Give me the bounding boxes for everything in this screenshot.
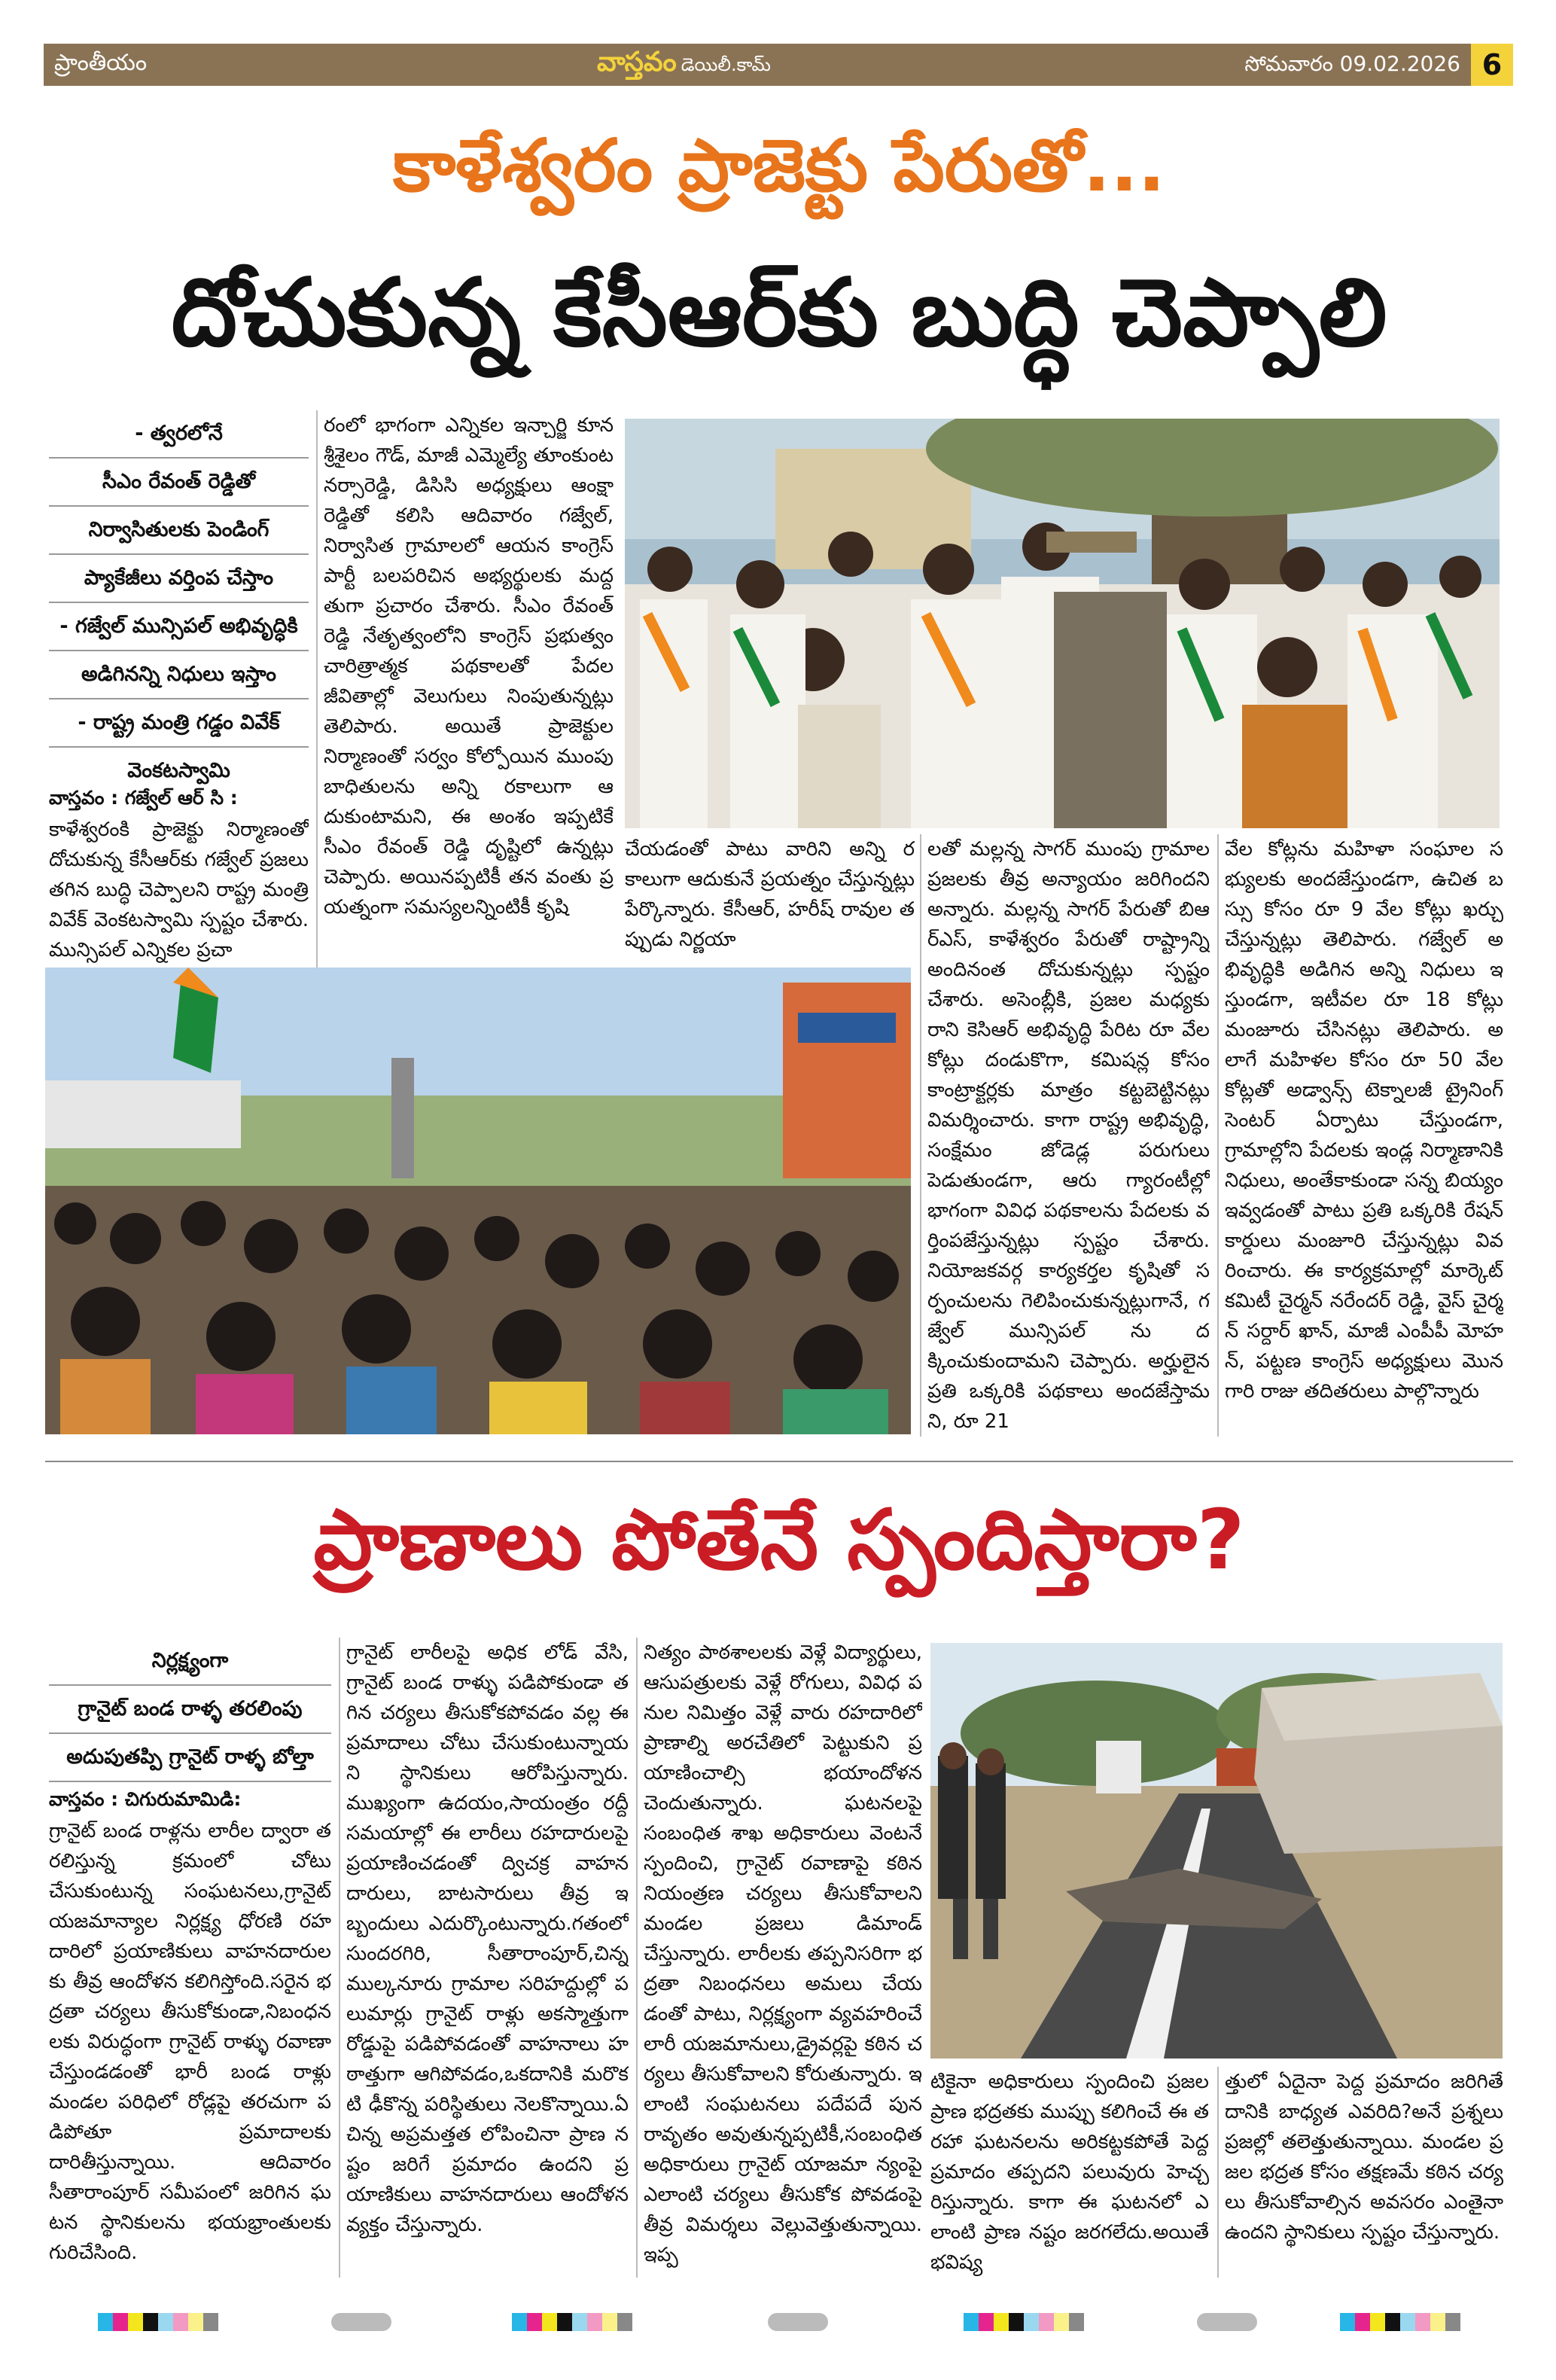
story1-column-4: లతో మల్లన్న సాగర్ ముంపు గ్రామాల ప్రజలకు తీవ్ర అన్యాయం జరిగిందని అన్నారు. మల్లన్న సాగర్ పేరుతో బిఆర్ఎస్, కాళేశ్వరం పేరుతో రాష్ట్రాన్ని అందినంత దోచుకున్నట్లు స్పష్టం చేశారు. అసెంబ్లీకి, ప్రజల మధ్యకు రాని కెసిఆర్ అభివృద్ధి పేరిట రూ వేల కోట్లు దండుకొగా, కమిషన్ల కోసం కాంట్రాక్టర్లకు మాత్రం కట్టబెట్టినట్లు విమర్శించారు. కాగా రాష్ట్ర అభివృద్ధి, సంక్షేమం జోడెడ్ల పరుగులు పెడుతుండగా, ఆరు గ్యారంటీల్లో భాగంగా వివిధ పథకాలను పేదలకు వర్తింపజేస్తున్నట్లు స్పష్టం చేశారు. నియోజకవర్గ కార్యకర్తల కృషితో సర్పంచులను గెలిపించుకున్నట్లుగానే, గజ్వేల్ మున్సిపల్ ను దక్కించుకుందామని చెప్పారు. అర్హులైన ప్రతి ఒక్కరికి పథకాలు అందజేస్తామని, రూ 21 — [927, 838, 1210, 1433]
subhead-line: అడిగినన్ని నిధులు ఇస్తాం — [49, 651, 309, 699]
registration-oval — [331, 2313, 391, 2331]
story1-column-5: వేల కోట్లను మహిళా సంఘాల సభ్యులకు అందజేస్తుండగా, ఉచిత బస్సు కోసం రూ 9 వేల కోట్లు ఖర్చు చేస్తున్నట్లు తెలిపారు. గజ్వేల్ అభివృద్ధికి అడిగిన అన్ని నిధులు ఇస్తుండగా, ఇటీవల రూ 18 కోట్లు మంజూరు చేసినట్లు తెలిపారు. అలాగే మహిళల కోసం రూ 50 వేల కోట్లతో అడ్వాన్స్ టెక్నాలజీ ట్రైనింగ్ సెంటర్ ఏర్పాటు చేస్తుండగా, గ్రామాల్లోని పేదలకు ఇండ్ల నిర్మాణానికి నిధులు, అంతేకాకుండా సన్న బియ్యం ఇవ్వడంతో పాటు ప్రతి ఒక్కరికి రేషన్ కార్డులు మంజూరి చేస్తున్నట్లు వివరించారు. ఈ కార్యక్రమాల్లో మార్కెట్ కమిటీ చైర్మన్ నరేందర్ రెడ్డి, వైస్ చైర్మన్ సర్దార్ ఖాన్, మాజీ ఎంపీపీ మోహన్, పట్టణ కాంగ్రెస్ అధ్యక్షులు మొనగారి రాజు తదితరులు పాల్గొన్నారు — [1225, 838, 1503, 1403]
color-registration-strip — [512, 2313, 632, 2331]
story1-column-1: కాళేశ్వరంకి ప్రాజెక్టు నిర్మాణంతో దోచుకున్న కేసీఆర్‌కు గజ్వేల్ ప్రజలు తగిన బుద్ధి చెప్పాలని రాష్ట్ర మంత్రి వివేక్ వెంకటస్వామి స్పష్టం చేశారు. మున్సిపల్ ఎన్నికల ప్రచా — [49, 818, 309, 961]
subhead-line: నిర్వాసితులకు పెండింగ్ — [49, 507, 309, 555]
photo-crowd — [45, 968, 911, 1434]
photo-minister-speaking — [625, 419, 1500, 828]
subhead-line: ప్యాకేజీలు వర్తింప చేస్తాం — [49, 555, 309, 603]
subhead-line: - రాష్ట్ర మంత్రి గడ్డం వివేక్ — [49, 699, 309, 748]
story1-subheads — [49, 410, 309, 787]
subhead-line: వెంకటస్వామి — [49, 748, 309, 787]
page-number: 6 — [1471, 44, 1513, 86]
subhead-line: - త్వరలోనే — [49, 410, 309, 459]
story1-column-3: చేయడంతో పాటు వారిని అన్ని రకాలుగా ఆదుకునే ప్రయత్నం చేస్తున్నట్లు పేర్కొన్నారు. కేసీఆర్, హరీష్ రావుల తప్పుడు నిర్ణయా — [625, 838, 915, 951]
story2-column-2: గ్రానైట్ లారీలపై అధిక లోడ్ వేసి,గ్రానైట్ బండ రాళ్ళు పడిపోకుండా తగిన చర్యలు తీసుకోకపోవడం వల్ల ఈ ప్రమాదాలు చోటు చేసుకుంటున్నాయని స్థానికులు ఆరోపిస్తున్నారు.ముఖ్యంగా ఉదయం,సాయంత్రం రద్దీ సమయాల్లో ఈ లారీలు రహదారులపై ప్రయాణించడంతో ద్విచక్ర వాహనదారులు, బాటసారులు తీవ్ర ఇబ్బందులు ఎదుర్కొంటున్నారు.గతంలో సుందరగిరి, సీతారాంపూర్,చిన్న ముల్కనూరు గ్రామాల సరిహద్దుల్లో పలుమార్లు గ్రానైట్ రాళ్లు అకస్మాత్తుగా రోడ్డుపై పడిపోవడంతో వాహనాలు హఠాత్తుగా ఆగిపోవడం,ఒకదానికి మరొకటి ఢీకొన్న పరిస్థితులు నెలకొన్నాయి.ఏ చిన్న అప్రమత్తత లోపించినా ప్రాణ నష్టం జరిగే ప్రమాదం ఉందని ప్రయాణికులు వాహనదారులు ఆందోళన వ్యక్తం చేస్తున్నారు. — [346, 1641, 629, 2236]
story2-column-4: టికైనా అధికారులు స్పందించి ప్రజల ప్రాణ భద్రతకు ముప్పు కలిగించే ఈ తరహా ఘటనలను అరికట్టకపోతే పెద్ద ప్రమాదం తప్పదని పలువురు హెచ్చరిస్తున్నారు. కాగా ఈ ఘటనలో ఎలాంటి ప్రాణ నష్టం జరగలేదు.అయితే భవిష్య — [930, 2071, 1209, 2274]
section-label: ప్రాంతీయం — [54, 50, 148, 76]
story2-subheads — [49, 1638, 331, 1788]
issue-date: సోమవారం 09.02.2026 — [1244, 51, 1460, 76]
story2-column-5: త్తులో ఏదైనా పెద్ద ప్రమాదం జరిగితే దానికి బాధ్యత ఎవరిది?అనే ప్రశ్నలు ప్రజల్లో తలెత్తుతున్నాయి. మండల ప్రజల భద్రత కోసం తక్షణమే కఠిన చర్యలు తీసుకోవాల్సిన అవసరం ఎంతైనా ఉందని స్థానికులు స్పష్టం చేస్తున్నారు. — [1225, 2071, 1503, 2244]
subhead-line: అదుపుతప్పి గ్రానైట్ రాళ్ళ బోల్తా — [49, 1734, 331, 1782]
story2-dateline: వాస్తవం : చిగురుమామిడి: — [49, 1788, 242, 1810]
photo-granite-block — [930, 1643, 1503, 2059]
subhead-line: - గజ్వేల్ మున్సిపల్ అభివృద్ధికి — [49, 603, 309, 651]
story1-column-2: రంలో భాగంగా ఎన్నికల ఇన్చార్జి కూన శ్రీశైలం గౌడ్, మాజీ ఎమ్మెల్యే తూంకుంట నర్సారెడ్డి, డిసిసి అధ్యక్షులు ఆంక్షా రెడ్డితో కలిసి ఆదివారం గజ్వేల్, నిర్వాసిత గ్రామాలలో ఆయన కాంగ్రెస్ పార్టీ బలపరిచిన అభ్యర్థులకు మద్దతుగా ప్రచారం చేశారు. సీఎం రేవంత్ రెడ్డి నేతృత్వంలోని కాంగ్రెస్ ప్రభుత్వం చారిత్రాత్మక పథకాలతో పేదల జీవితాల్లో వెలుగులు నింపుతున్నట్లు తెలిపారు. అయితే ప్రాజెక్టుల నిర్మాణంతో సర్వం కోల్పోయిన ముంపు బాధితులను అన్ని రకాలుగా ఆదుకుంటామని, ఈ అంశం ఇప్పటికే సీఎం రేవంత్ రెడ్డి దృష్టిలో ఉన్నట్లు చెప్పారు. అయినప్పటికీ తన వంతు ప్రయత్నంగా సమస్యలన్నింటికీ కృషి — [324, 414, 614, 919]
masthead-title: వాస్తవం — [597, 47, 677, 78]
story1-headline: దోచుకున్న కేసీఆర్‌కు బుద్ధి చెప్పాలి — [171, 259, 1387, 367]
subhead-line: సీఎం రేవంత్ రెడ్డితో — [49, 459, 309, 507]
story2-column-3: నిత్యం పాఠశాలలకు వెళ్లే విద్యార్థులు,ఆసుపత్రులకు వెళ్లే రోగులు, వివిధ పనుల నిమిత్తం వెళ్లే వారు రహదారిలో ప్రాణాల్ని అరచేతిలో పెట్టుకుని ప్రయాణించాల్సి భయాందోళన చెందుతున్నారు. ఘటనలపై సంబంధిత శాఖ అధికారులు వెంటనే స్పందించి, గ్రానైట్ రవాణాపై కఠిన నియంత్రణ చర్యలు తీసుకోవాలని మండల ప్రజలు డిమాండ్ చేస్తున్నారు. లారీలకు తప్పనిసరిగా భద్రతా నిబంధనలు అమలు చేయడంతో పాటు, నిర్లక్ష్యంగా వ్యవహరించే లారీ యజమానులు,డ్రైవర్లపై కఠిన చర్యలు తీసుకోవాలని కోరుతున్నారు. ఇలాంటి సంఘటనలు పదేపదే పునరావృతం అవుతున్నప్పటికీ,సంబంధిత అధికారులు గ్రానైట్ యాజమా న్యంపై ఎలాంటి చర్యలు తీసుకోక పోవడంపై తీవ్ర విమర్శలు వెల్లువెత్తుతున్నాయి. ఇప్ప — [644, 1641, 922, 2266]
story1-kicker: కాళేశ్వరం ప్రాజెక్టు పేరుతో... — [392, 123, 1166, 208]
page-header — [44, 44, 1513, 86]
story2-headline: ప్రాణాలు పోతేనే స్పందిస్తారా? — [313, 1492, 1245, 1588]
registration-oval — [1197, 2313, 1257, 2331]
color-registration-strip — [964, 2313, 1084, 2331]
masthead-suffix: డెయిలీ.కామ్ — [681, 54, 771, 75]
story1-dateline: వాస్తవం : గజ్వేల్ ఆర్ సి : — [49, 787, 238, 809]
subhead-line: గ్రానైట్ బండ రాళ్ళ తరలింపు — [49, 1686, 331, 1734]
subhead-line: నిర్లక్ష్యంగా — [49, 1638, 331, 1686]
story2-column-1: గ్రానైట్ బండ రాళ్లను లారీల ద్వారా తరలిస్తున్న క్రమంలో చోటు చేసుకుంటున్న సంఘటనలు,గ్రానైట్ యజమాన్యాల నిర్లక్ష్య ధోరణి రహదారిలో ప్రయాణికులు వాహనదారులకు తీవ్ర ఆందోళన కలిగిస్తోంది.సరైన భద్రతా చర్యలు తీసుకోకుండా,నిబంధనలకు విరుద్ధంగా గ్రానైట్ రాళ్ళు రవాణా చేస్తుండడంతో భారీ బండ రాళ్లు మండల పరిధిలో రోడ్లపై తరచుగా పడిపోతూ ప్రమాదాలకు దారితీస్తున్నాయి. ఆదివారం సీతారాంపూర్ సమీపంలో జరిగిన ఘటన స్థానికులను భయభ్రాంతులకు గురిచేసింది. — [49, 1820, 331, 2264]
color-registration-strip — [1340, 2313, 1460, 2331]
masthead — [597, 47, 771, 84]
color-registration-strip — [98, 2313, 218, 2331]
registration-oval — [768, 2313, 828, 2331]
